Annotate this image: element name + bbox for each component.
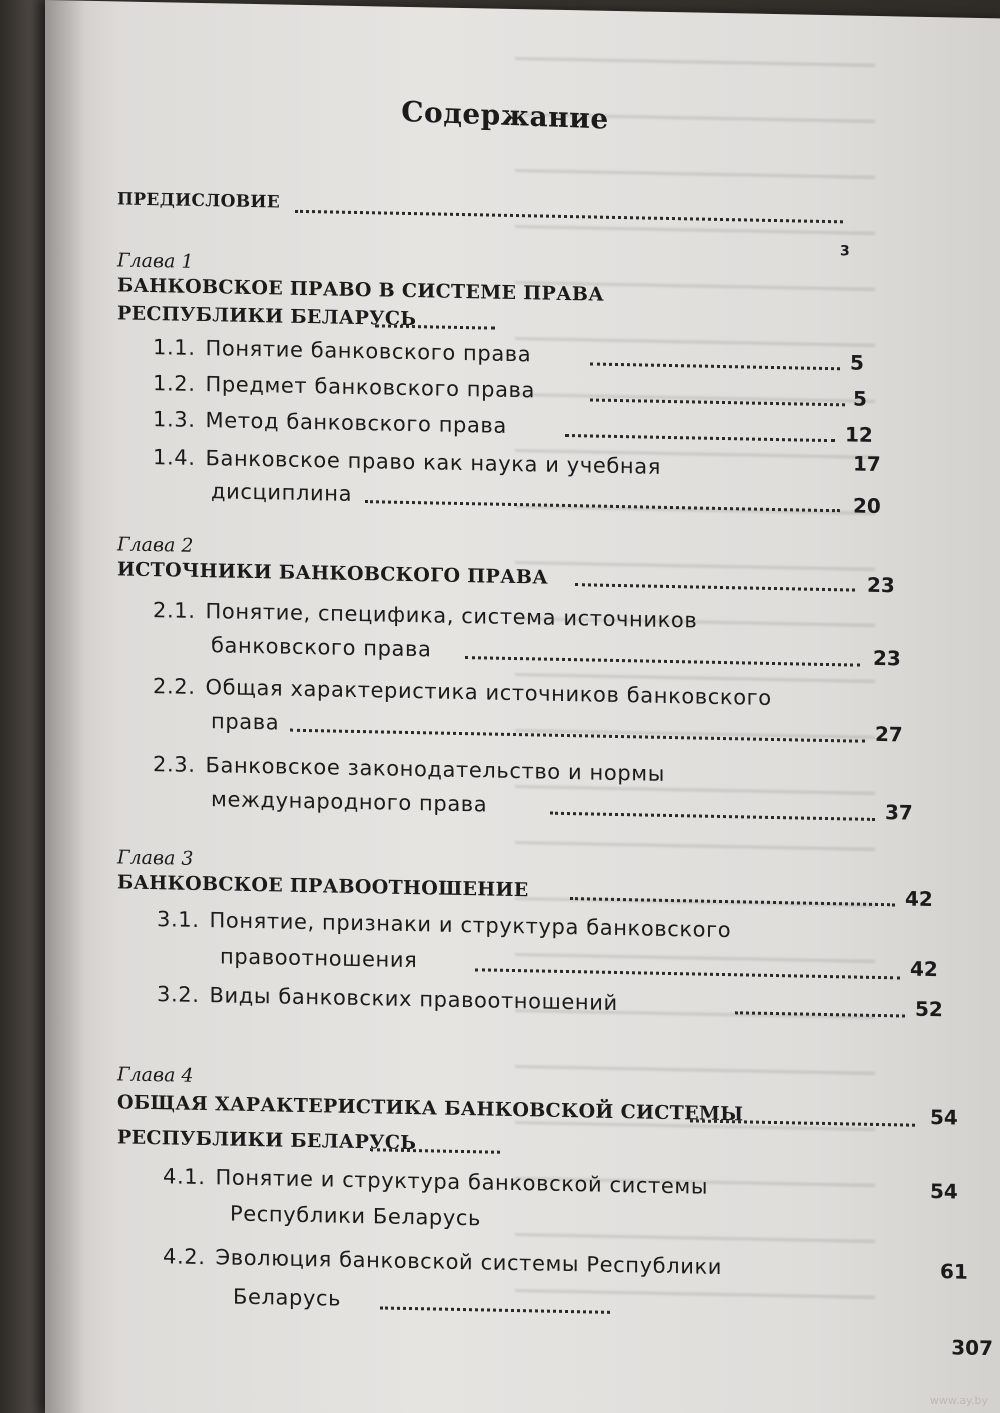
section-3-1[interactable]: [157, 907, 731, 942]
section-4-2[interactable]: [163, 1244, 722, 1279]
chapter-4-page: 54: [930, 1104, 958, 1130]
section-number: 1.4.: [153, 445, 196, 470]
section-4-1-page: 54: [930, 1178, 958, 1204]
section-title: Понятие банковского права: [205, 336, 532, 367]
section-title: Эволюция банковской системы Республики: [215, 1245, 723, 1279]
section-3-1-page: 42: [910, 956, 938, 982]
section-number: 2.3.: [153, 752, 196, 777]
section-1-1-page: 5: [850, 350, 864, 375]
section-2-2-line-2[interactable]: права: [211, 709, 280, 735]
dot-leader: [590, 362, 840, 370]
section-title: Понятие и структура банковской системы: [215, 1165, 709, 1199]
chapter-2-title[interactable]: ИСТОЧНИКИ БАНКОВСКОГО ПРАВА: [117, 558, 548, 589]
section-3-2[interactable]: [157, 982, 618, 1015]
chapter-1-title-line-2[interactable]: РЕСПУБЛИКИ БЕЛАРУСЬ: [117, 302, 417, 331]
section-number: 4.2.: [163, 1244, 206, 1270]
dot-leader: [690, 1119, 915, 1126]
section-2-1[interactable]: [153, 598, 697, 632]
section-number: 3.2.: [157, 982, 200, 1007]
dot-leader: [475, 968, 900, 979]
section-1-2-page: 5: [853, 386, 867, 411]
section-title: Банковское законодательство и нормы: [205, 753, 665, 786]
preface-page: 3: [840, 243, 850, 260]
section-3-2-page: 52: [915, 996, 943, 1022]
section-1-4-page: 17: [853, 451, 881, 477]
section-title: Понятие, специфика, система источников: [205, 599, 698, 633]
section-1-3[interactable]: [153, 407, 507, 438]
page-number: 307: [951, 1335, 993, 1361]
book-page: [45, 0, 1000, 1413]
section-title: Банковское право как наука и учебная: [205, 446, 661, 479]
chapter-3-title[interactable]: БАНКОВСКОЕ ПРАВООТНОШЕНИЕ: [117, 871, 529, 902]
section-number: 2.1.: [153, 598, 196, 623]
section-2-2-page: 27: [875, 721, 903, 747]
section-number: 3.1.: [157, 907, 200, 932]
chapter-2-label: Глава 2: [117, 533, 194, 557]
chapter-3-page: 42: [905, 886, 933, 912]
dot-leader: [570, 897, 895, 906]
dot-leader: [465, 656, 860, 667]
dot-leader: [735, 1011, 905, 1017]
section-title: Виды банковских правоотношений: [209, 983, 618, 1015]
section-2-3[interactable]: [153, 752, 665, 786]
preface-label[interactable]: ПРЕДИСЛОВИЕ: [117, 189, 281, 213]
section-1-4[interactable]: [153, 445, 661, 479]
section-title: Метод банковского права: [205, 408, 507, 438]
page-title: Содержание: [401, 95, 609, 136]
section-title: Понятие, признаки и структура банковского: [209, 908, 732, 943]
section-3-1-line-2[interactable]: правоотношения: [220, 944, 418, 973]
section-4-2-page: 61: [940, 1259, 968, 1284]
dot-leader: [575, 583, 855, 591]
section-2-3-line-2[interactable]: международного права: [211, 787, 488, 817]
chapter-4-title-line-2[interactable]: РЕСПУБЛИКИ БЕЛАРУСЬ: [117, 1126, 417, 1155]
section-1-2[interactable]: [153, 371, 535, 402]
section-1-4-line-2[interactable]: дисциплина: [211, 479, 353, 506]
dot-leader: [290, 729, 865, 743]
section-4-1-line-2[interactable]: Республики Беларусь: [230, 1201, 482, 1231]
section-number: 1.2.: [153, 371, 196, 396]
section-2-1-page: 23: [873, 645, 901, 671]
chapter-3-label: Глава 3: [117, 846, 194, 870]
section-number: 4.1.: [163, 1164, 206, 1190]
dot-leader: [590, 398, 845, 406]
section-number: 2.2.: [153, 674, 196, 699]
chapter-1-title-line-1[interactable]: БАНКОВСКОЕ ПРАВО В СИСТЕМЕ ПРАВА: [117, 274, 604, 306]
dot-leader: [550, 812, 875, 821]
section-number: 1.3.: [153, 407, 196, 432]
watermark: www.ay.by: [929, 1394, 988, 1407]
chapter-4-title-line-1[interactable]: ОБЩАЯ ХАРАКТЕРИСТИКА БАНКОВСКОЙ СИСТЕМЫ: [117, 1091, 744, 1126]
dot-leader: [365, 500, 840, 512]
chapter-2-page: 23: [867, 572, 895, 598]
section-title: Предмет банковского права: [205, 372, 535, 403]
section-4-2-line-2[interactable]: Беларусь: [233, 1284, 342, 1311]
section-2-3-page: 37: [885, 800, 913, 825]
section-4-1[interactable]: [163, 1164, 708, 1198]
dot-leader: [295, 210, 843, 224]
section-1-1[interactable]: [153, 335, 531, 366]
section-2-2[interactable]: [153, 674, 772, 710]
chapter-1-label: Глава 1: [117, 249, 194, 273]
section-1-3-page: 12: [845, 422, 873, 447]
section-number: 1.1.: [153, 335, 196, 360]
dot-leader: [380, 1306, 610, 1313]
section-title: Общая характеристика источников банковского: [205, 675, 772, 710]
dot-leader: [565, 434, 835, 442]
chapter-4-label: Глава 4: [117, 1063, 194, 1087]
section-1-4-page-2: 20: [853, 493, 881, 519]
section-2-1-line-2[interactable]: банковского права: [211, 633, 432, 662]
